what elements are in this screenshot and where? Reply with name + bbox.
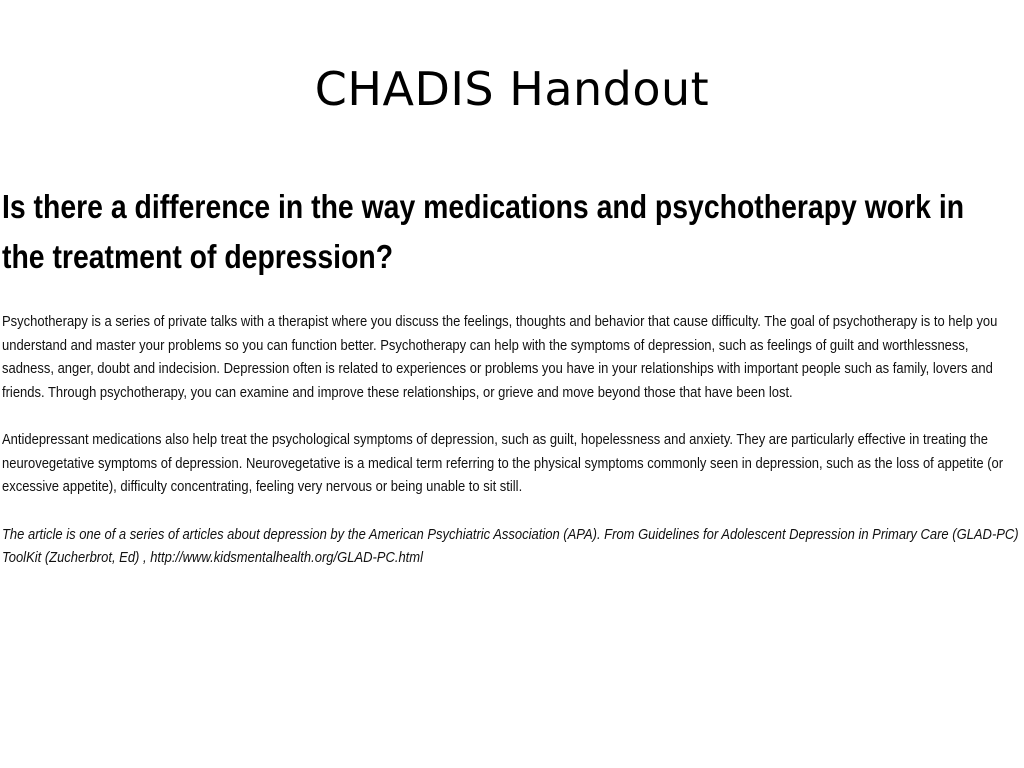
handout-image <box>2 182 1020 594</box>
handout-heading: Is there a difference in the way medications and psychotherapy work in the treatment of depression? <box>2 188 965 275</box>
citation-paragraph: The article is one of a series of articles about depression by the American Psychiatric Association (APA). From Guidelines for Adolescent Depression in Primary Care (GLAD-PC) ToolKit (Zucherbrot, Ed) , http://www.kidsmentalhealth.org/GLAD-PC.html <box>2 525 1019 566</box>
slide-title: CHADIS Handout <box>314 62 710 116</box>
medications-paragraph: Antidepressant medications also help treat the psychological symptoms of depression, such as guilt, hopelessness and anxiety. They are particularly effective in treating the neurovegetative symptoms of depression. Neurovegetative is a medical term referring to the physical symptoms commonly seen in depression, such as the loss of appetite (or excessive appetite), difficulty concentrating, feeling very nervous or being unable to sit still. <box>2 431 1004 495</box>
psychotherapy-paragraph: Psychotherapy is a series of private talks with a therapist where you discuss the feelings, thoughts and behavior that cause difficulty. The goal of psychotherapy is to help you understand and master your problems so you can function better. Psychotherapy can help with the symptoms of depression, such as feelings of guilt and worthlessness, sadness, anger, doubt and indecision. Depression often is related to experiences or problems you have in your relationships with important people such as family, lovers and friends. Through psychotherapy, you can examine and improve these relationships, or grieve and move beyond those that have been lost. <box>2 313 998 401</box>
